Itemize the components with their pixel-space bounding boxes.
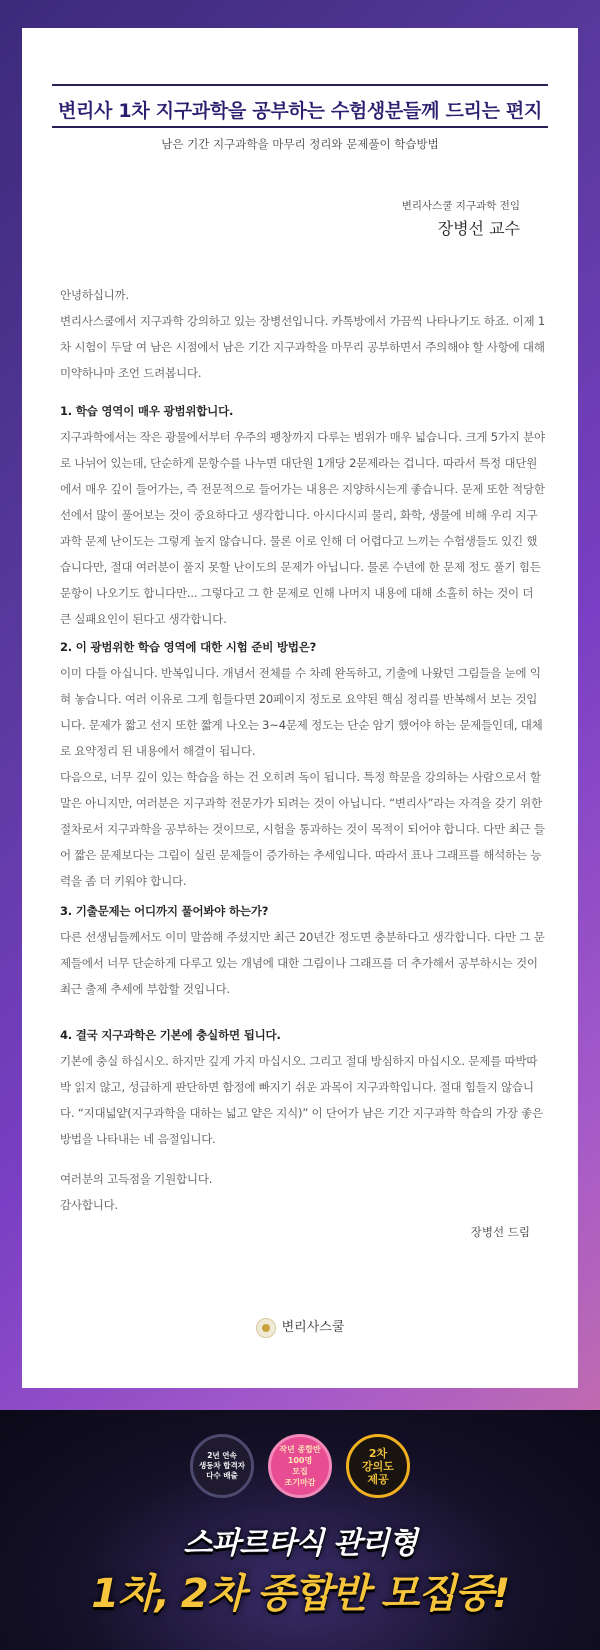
section-paragraph: 다음으로, 너무 깊이 있는 학습을 하는 건 오히려 독이 됩니다. 특정 학문을 강의하는 사람으로서 할 말은 아니지만, 여러분은 지구과학 전문가가 되려는 것이 아닙니다. “변리사”라는 자격을 갖기 위한 절차로서 지구과학을 공부하는 것이므로, 시험을 통과하는 것이 목적이 되어야 합니다. 다만 최근 들어 짧은 문제보다는 그림이 실린 문제들이 증가하는 추세입니다. 따라서 표나 그래프를 해석하는 능력을 좀 더 키워야 합니다. bbox=[60, 770, 545, 888]
section-3 bbox=[60, 898, 546, 1002]
author-role: 변리사스쿨 지구과학 전임 bbox=[401, 200, 520, 212]
signature: 장병선 드림 bbox=[470, 1225, 530, 1239]
section-heading: 1. 학습 영역이 매우 광범위합니다. bbox=[60, 404, 234, 418]
banner-call-to-action: 1차, 2차 종합반 모집중! bbox=[91, 1571, 509, 1617]
section-4 bbox=[60, 1022, 546, 1152]
section-heading: 3. 기출문제는 어디까지 풀어봐야 하는가? bbox=[60, 904, 269, 918]
section-heading: 2. 이 광범위한 학습 영역에 대한 시험 준비 방법은? bbox=[60, 640, 317, 654]
section-paragraph: 이미 다들 아십니다. 반복입니다. 개념서 전체를 수 차례 완독하고, 기출에 나왔던 그림들을 눈에 익혀 놓습니다. 여러 이유로 그게 힘들다면 20페이지 정도로 요약된 핵심 정리를 반복해서 보는 것입니다. 문제가 짧고 선지 또한 짧게 나오는 3~4문제 정도는 단순 암기 했어야 하는 문제들인데, 대체로 요약정리 된 내용에서 해결이 됩니다. bbox=[60, 666, 543, 758]
author-name: 장병선 교수 bbox=[437, 219, 520, 238]
section-2 bbox=[60, 634, 546, 894]
greeting: 안녕하십니까. bbox=[60, 288, 129, 302]
brand-logo bbox=[22, 1316, 578, 1338]
banner-headline: 스파르타식 관리형 bbox=[183, 1526, 417, 1561]
letter-intro bbox=[60, 282, 546, 386]
intro-paragraph: 변리사스쿨에서 지구과학 강의하고 있는 장병선입니다. 카톡방에서 가끔씩 나타나기도 하죠. 이제 1차 시험이 두달 여 남은 시점에서 남은 기간 지구과학을 마무리 공부하면서 주의해야 할 사항에 대해 미약하나마 조언 드려봅니다. bbox=[60, 314, 545, 380]
letter-subtitle: 남은 기간 지구과학을 마무리 정리와 문제풀이 학습방법 bbox=[161, 137, 439, 151]
logo-text: 변리사스쿨 bbox=[281, 1320, 345, 1335]
logo-emblem-icon bbox=[256, 1318, 276, 1338]
letter-closing bbox=[60, 1166, 546, 1218]
letter-title: 변리사 1차 지구과학을 공부하는 수험생분들께 드리는 편지 bbox=[57, 100, 543, 122]
section-paragraph: 기본에 충실 하십시오. 하지만 깊게 가지 마십시오. 그리고 절대 방심하지 마십시오. 문제를 따박따박 읽지 않고, 성급하게 판단하면 함정에 빠지기 쉬운 과목이 지구과학입니다. 절대 힘들지 않습니다. “지대넓얕(지구과학을 대하는 넓고 얕은 지식)” 이 단어가 남은 기간 지구과학 학습의 가장 좋은 방법을 나타내는 네 음절입니다. bbox=[60, 1054, 544, 1146]
title-top-rule bbox=[52, 84, 548, 86]
badge-second-round: 2차 강의도 제공 bbox=[346, 1434, 410, 1498]
closing-wish: 여러분의 고득점을 기원합니다. bbox=[60, 1172, 213, 1186]
title-bottom-rule bbox=[52, 126, 548, 128]
section-heading: 4. 결국 지구과학은 기본에 충실하면 됩니다. bbox=[60, 1028, 281, 1042]
section-1 bbox=[60, 398, 546, 632]
letter-paper bbox=[22, 28, 578, 1388]
section-paragraph: 지구과학에서는 작은 광물에서부터 우주의 팽창까지 다루는 범위가 매우 넓습니다. 크게 5가지 분야로 나뉘어 있는데, 단순하게 문항수를 나누면 대단원 1개당 2문제라는 겁니다. 따라서 특정 대단원에서 매우 깊이 들어가는, 즉 전문적으로 들어가는 내용은 지양하시는게 좋습니다. 문제 또한 적당한 선에서 많이 풀어보는 것이 중요하다고 생각합니다. 아시다시피 물리, 화학, 생물에 비해 우리 지구과학 문제 난이도는 그렇게 높지 않습니다. 물론 이로 인해 더 어렵다고 느끼는 수험생들도 있긴 했습니다만, 절대 여러분이 풀지 못할 난이도의 문제가 아닙니다. 물론 수년에 한 문제 정도 풀기 힘든 문항이 나오기도 합니다만... 그렇다고 그 한 문제로 인해 나머지 내용에 대해 소홀히 하는 것이 더 큰 실패요인이 된다고 생각합니다. bbox=[60, 430, 545, 626]
promo-banner[interactable] bbox=[0, 1410, 600, 1650]
badge-early-close: 작년 종합반 100명 모집 조기마감 bbox=[268, 1434, 332, 1498]
section-paragraph: 다른 선생님들께서도 이미 말씀해 주셨지만 최근 20년간 정도면 충분하다고 생각합니다. 다만 그 문제들에서 너무 단순하게 다루고 있는 개념에 대한 그림이나 그래프를 더 추가해서 공부하시는 것이 최근 출제 추세에 부합할 것입니다. bbox=[60, 930, 545, 996]
closing-thanks: 감사합니다. bbox=[60, 1198, 118, 1212]
badge-multi-pass: 2년 연속 생동차 합격자 다수 배출 bbox=[190, 1434, 254, 1498]
